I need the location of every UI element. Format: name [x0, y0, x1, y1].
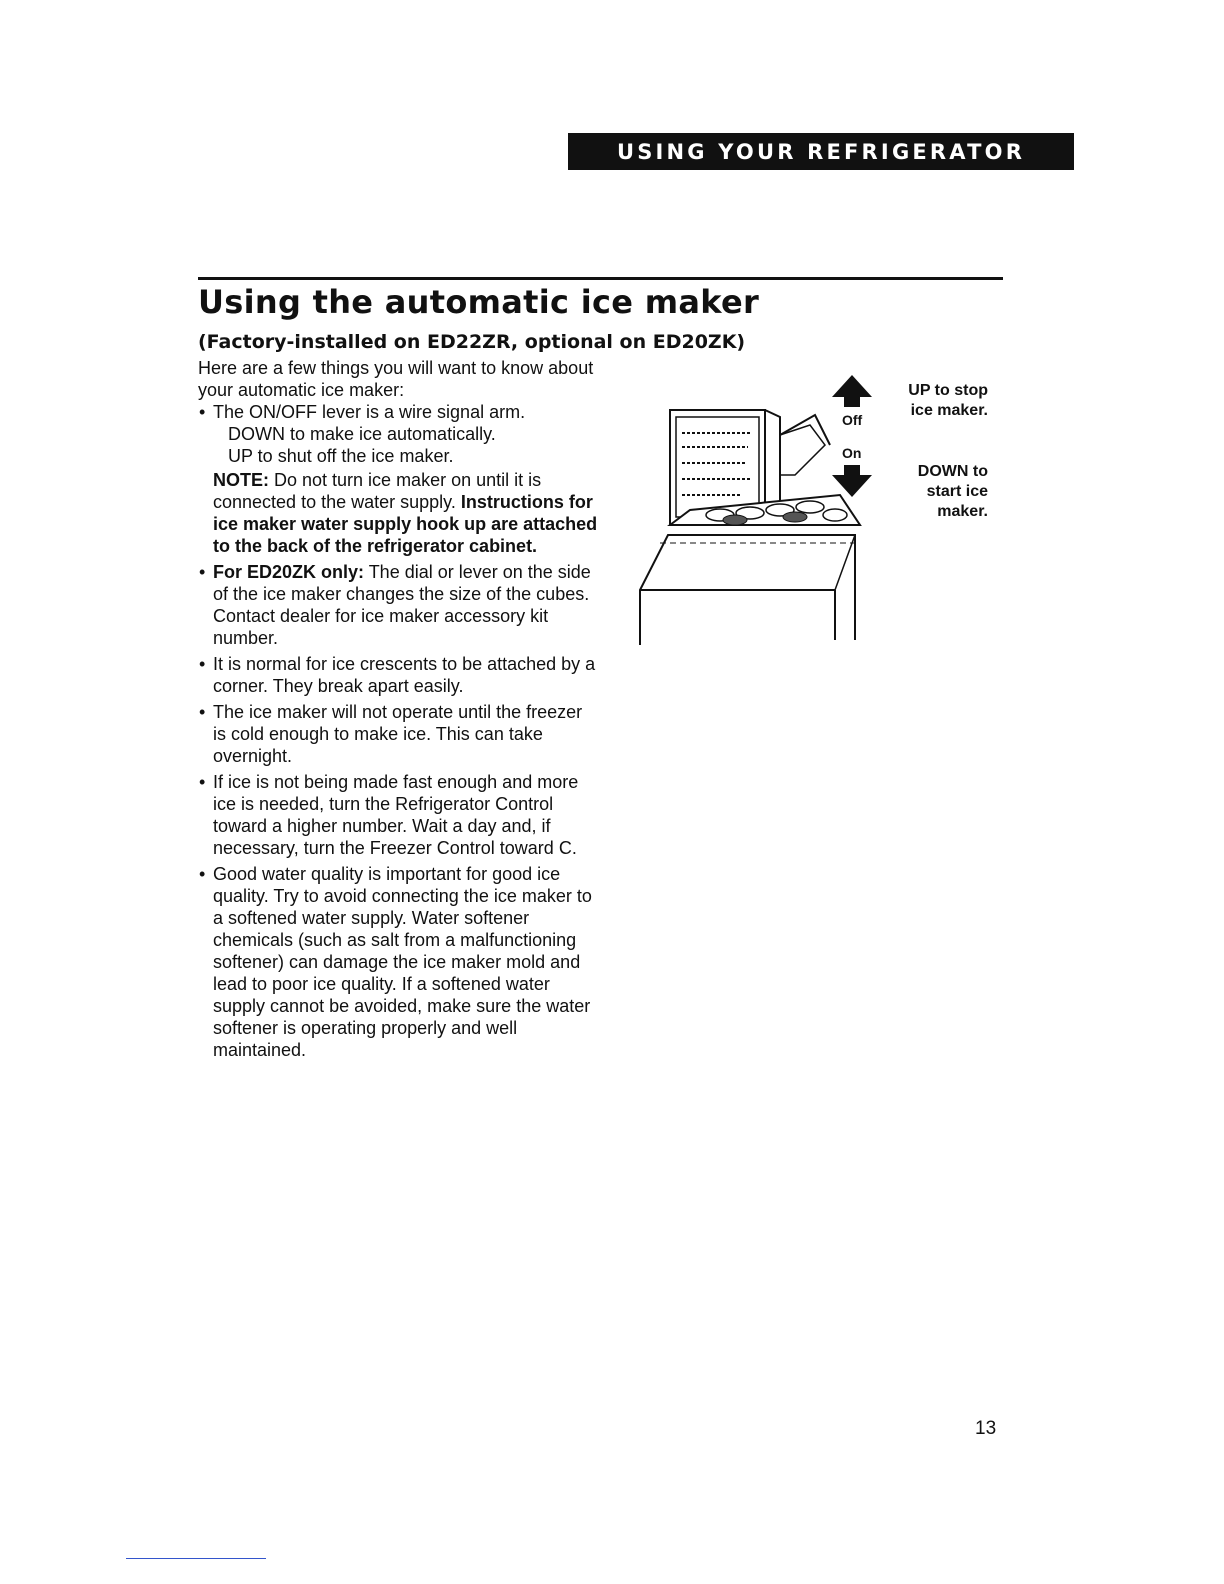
on-label: On — [842, 445, 862, 461]
down-arrow-icon — [832, 465, 872, 497]
body-text — [198, 357, 598, 1061]
intro-paragraph: Here are a few things you will want to know about your automatic ice maker: — [198, 358, 594, 400]
up-arrow-icon — [832, 375, 872, 407]
bullet-water: • Good water quality is important for good ice quality. Try to avoid connecting the ice maker to a softened water supply. Water softener chemicals (such as salt from a malfunctioning softener) can damage the ice maker mold and lead to poor ice quality. If a softened water supply cannot be avoided, make sure the water softener is operating properly and well maintained. — [198, 863, 598, 1061]
callout-down-text: DOWN to start ice maker. — [917, 463, 988, 520]
note-label: NOTE: — [213, 470, 269, 490]
page-number: 13 — [975, 1418, 997, 1439]
lever-up-line: UP to shut off the ice maker. — [228, 446, 454, 466]
ed20zk-label: For ED20ZK only: — [213, 562, 365, 582]
callout-up-text: UP to stop ice maker. — [908, 382, 988, 419]
section-header-label: USING YOUR REFRIGERATOR — [616, 139, 1026, 164]
ice-maker-illustration — [630, 375, 900, 655]
ed20zk-text: The dial or lever on the side of the ice maker changes the size of the cubes. Contact dealer for ice maker accessory kit number. — [213, 562, 591, 648]
ice-maker-drawing — [630, 375, 900, 655]
note-bold-text: Instructions for ice maker water supply hook up are attached to the back of the refrigerator cabinet. — [213, 492, 598, 556]
lever-down-line: DOWN to make ice automatically. — [228, 424, 496, 444]
bullet-ed20zk — [198, 561, 598, 649]
page-subtitle: (Factory-installed on ED22ZR, optional on ED20ZK) — [198, 331, 746, 353]
bullet-crescents: • It is normal for ice crescents to be attached by a corner. They break apart easily. — [198, 653, 598, 697]
title-rule — [198, 277, 1003, 280]
note-text: Do not turn ice maker on until it is connected to the water supply. — [213, 470, 542, 512]
footnote-rule — [126, 1558, 266, 1559]
note-paragraph — [198, 469, 598, 557]
page-title: Using the automatic ice maker — [198, 283, 760, 321]
bullet-lever: • The ON/OFF lever is a wire signal arm. — [198, 401, 598, 423]
bullet-fast: • If ice is not being made fast enough and more ice is needed, turn the Refrigerator Control toward a higher number. Wait a day and, if necessary, turn the Freezer Control toward C. — [198, 771, 598, 859]
off-label: Off — [842, 412, 863, 428]
section-header-bar — [568, 133, 1074, 170]
bullet-cold: • The ice maker will not operate until the freezer is cold enough to make ice. This can take overnight. — [198, 701, 598, 767]
